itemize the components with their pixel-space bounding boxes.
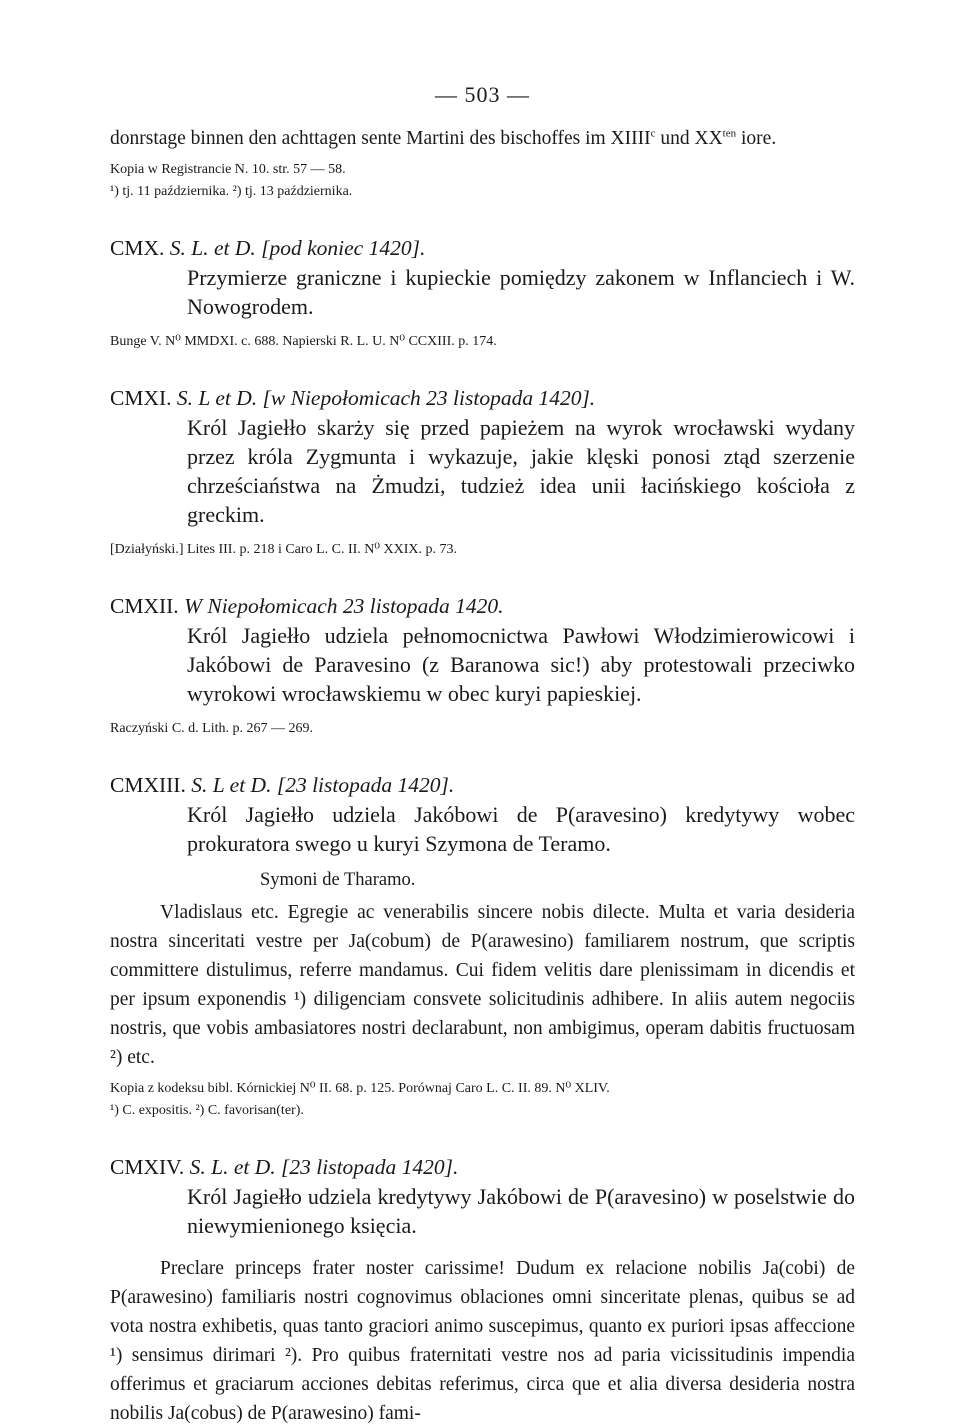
intro-source: Kopia w Registrancie N. 10. str. 57 — 58. [110,162,346,177]
entry-heading: CMX. S. L. et D. [pod koniec 1420]. [110,236,426,260]
letter-text: Preclare princeps frater noster carissime! Dudum ex relacione nobilis Ja(cobi) de P(arawesino) familiaris nostri cognovimus oblaciones omni sinceritate plenas, quibus se ad vota nostra exhibetis, quas tanto graciori animo suscepimus, quanto ex puriori ipsas affeccione ¹) sensimus dirimari ²). Pro quibus fraternitati vestre nos ad paria vicissitudinis impendia offerimus et graciarum acciones debitas referimus, circa que et alia diversa desideria nostra nobilis Ja(cobus) de P(arawesino) fami- [110,1258,855,1424]
entry-source: Raczyński C. d. Lith. p. 267 — 269. [110,721,313,736]
entry-summary: Król Jagiełło skarży się przed papieżem na wyrok wrocławski wydany przez króla Zygmunta i wykazuje, jakie klęski ponosi ztąd szerzenie chrześciaństwa na Żmudzi, tudzież idea unii łacińskiego kościoła z greckim. [187,415,855,527]
entry-heading: CMXIII. S. L et D. [23 listopada 1420]. [110,773,455,797]
letter-text: Vladislaus etc. Egregie ac venerabilis sincere nobis dilecte. Multa et varia desideria nostra sinceritati vestre per Ja(cobum) de P(arawesino) familiarem nostrum, que scriptis committere distulimus, referre mandamus. Cui fidem velitis dare plenissimam in dicendis et per ipsum exponendis ¹) diligenciam consvete solicitudinis adhibere. In aliis autem negociis nostris, que vobis ambasiatores nostri declarabunt, non ambigimus, operam dabitis fructuosam ²) etc. [110,902,855,1068]
entry-cmxi [110,383,855,561]
entry-heading: CMXII. W Niepołomicach 23 listopada 1420. [110,594,504,618]
entry-source: Bunge V. N⁰ MMDXI. c. 688. Napierski R. L. U. N⁰ CCXIII. p. 174. [110,334,497,349]
entry-summary: Przymierze graniczne i kupieckie pomiędzy zakonem w Inflanciech i W. Nowogrodem. [187,265,855,319]
entry-source: [Działyński.] Lites III. p. 218 i Caro L. C. II. N⁰ XXIX. p. 73. [110,542,457,557]
letter-address: Symoni de Tharamo. [260,870,416,890]
entry-cmxiv [110,1152,855,1428]
entry-summary: Król Jagiełło udziela kredytywy Jakóbowi de P(aravesino) w poselstwie do niewymienionego księcia. [187,1184,855,1238]
entry-summary: Król Jagiełło udziela pełnomocnictwa Pawłowi Włodzimierowicowi i Jakóbowi de Paravesino (z Baranowa sic!) aby protestowali przeciwko wyrokowi wrocławskiemu w obec kuryi papieskiej. [187,623,855,706]
entry-heading: CMXI. S. L et D. [w Niepołomicach 23 listopada 1420]. [110,386,596,410]
entry-notes: ¹) C. expositis. ²) C. favorisan(ter). [110,1103,304,1118]
entry-cmx [110,233,855,353]
entry-source: Kopia z kodeksu bibl. Kórnickiej N⁰ II. 68. p. 125. Porównaj Caro L. C. II. 89. N⁰ XLIV. [110,1081,610,1096]
entry-cmxii [110,591,855,740]
page-number: — 503 — [435,82,530,107]
intro-text: donrstage binnen den achttagen sente Martini des bischoffes im XIIII$^c$ und $XX^{ten}$ iore. [110,127,777,149]
entry-summary: Król Jagiełło udziela Jakóbowi de P(aravesino) kredytywy wobec prokuratora swego u kuryi Szymona de Teramo. [187,802,855,856]
entry-cmxiii [110,770,855,1122]
document-page [110,82,855,1428]
intro-notes: ¹) tj. 11 października. ²) tj. 13 października. [110,184,353,199]
entry-heading: CMXIV. S. L. et D. [23 listopada 1420]. [110,1155,459,1179]
